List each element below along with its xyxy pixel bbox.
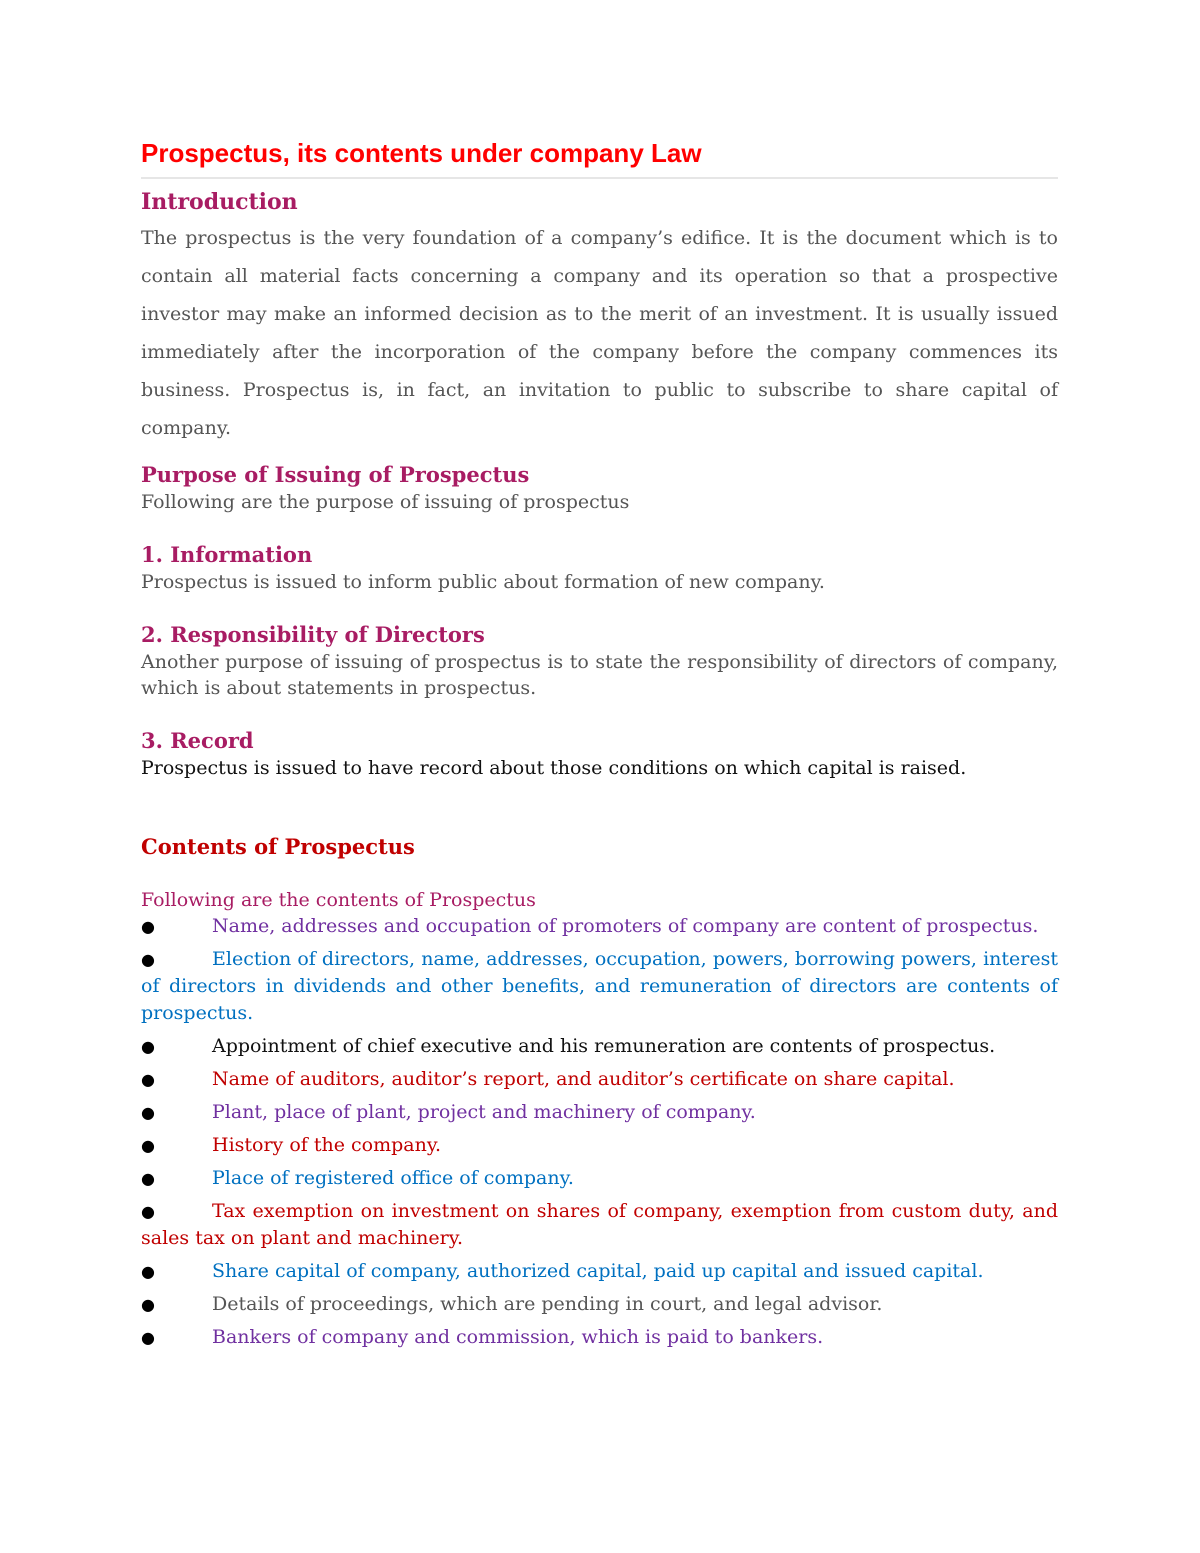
contents-list (141, 913, 1058, 1351)
document-title: Prospectus, its contents under company Law (141, 138, 1058, 179)
list-item (141, 913, 1058, 940)
list-item-text: Appointment of chief executive and his remuneration are contents of prospectus. (212, 1035, 996, 1057)
introduction-heading: Introduction (141, 189, 298, 215)
list-item-text: History of the company. (212, 1134, 442, 1156)
list-item (141, 1324, 1058, 1351)
list-item-text: Tax exemption on investment on shares of company, exemption from custom duty, and sales tax on plant and machinery. (141, 1200, 1058, 1249)
purpose-item-text: Prospectus is issued to inform public about formation of new company. (141, 571, 825, 593)
document-page (141, 138, 1058, 1357)
list-item-text: Place of registered office of company. (212, 1167, 574, 1189)
bullet-icon: ● (141, 950, 155, 969)
list-item (141, 1066, 1058, 1093)
bullet-icon: ● (141, 1262, 155, 1281)
bullet-icon: ● (141, 1328, 155, 1347)
purpose-item-text: Another purpose of issuing of prospectus is to state the responsibility of directors of company, which is about statements in prospectus. (141, 651, 1058, 699)
bullet-icon: ● (141, 917, 155, 936)
purpose-item-heading: 1. Information (141, 542, 313, 567)
contents-heading: Contents of Prospectus (141, 834, 415, 859)
list-item (141, 946, 1058, 1027)
bullet-icon: ● (141, 1295, 155, 1314)
purpose-item-text: Prospectus is issued to have record about those conditions on which capital is raised. (141, 757, 967, 779)
purpose-item-record (141, 727, 1058, 781)
list-item (141, 1165, 1058, 1192)
list-item (141, 1033, 1058, 1060)
list-item (141, 1198, 1058, 1252)
list-item (141, 1258, 1058, 1285)
bullet-icon: ● (141, 1070, 155, 1089)
list-item (141, 1132, 1058, 1159)
list-item (141, 1099, 1058, 1126)
bullet-icon: ● (141, 1169, 155, 1188)
purpose-item-information (141, 541, 1058, 595)
list-item-text: Bankers of company and commission, which is paid to bankers. (212, 1326, 824, 1348)
purpose-item-heading: 3. Record (141, 728, 254, 753)
bullet-icon: ● (141, 1202, 155, 1221)
purpose-text: Following are the purpose of issuing of prospectus (141, 491, 630, 513)
purpose-item-responsibility (141, 621, 1058, 701)
list-item-text: Share capital of company, authorized capital, paid up capital and issued capital. (212, 1260, 984, 1282)
bullet-icon: ● (141, 1037, 155, 1056)
contents-intro: Following are the contents of Prospectus (141, 889, 536, 911)
purpose-heading: Purpose of Issuing of Prospectus (141, 462, 530, 487)
bullet-icon: ● (141, 1103, 155, 1122)
list-item-text: Name, addresses and occupation of promoters of company are content of prospectus. (212, 915, 1039, 937)
list-item-text: Election of directors, name, addresses, occupation, powers, borrowing powers, interest of directors in dividends and other benefits, and remuneration of directors are contents of prospectus. (141, 948, 1058, 1024)
purpose-item-heading: 2. Responsibility of Directors (141, 622, 485, 647)
list-item (141, 1291, 1058, 1318)
list-item-text: Details of proceedings, which are pending in court, and legal advisor. (212, 1293, 883, 1315)
bullet-icon: ● (141, 1136, 155, 1155)
list-item-text: Name of auditors, auditor’s report, and auditor’s certificate on share capital. (212, 1068, 955, 1090)
list-item-text: Plant, place of plant, project and machinery of company. (212, 1101, 756, 1123)
introduction-text: The prospectus is the very foundation of a company’s edifice. It is the document which is to contain all material facts concerning a company and its operation so that a prospective investor may make an informed decision as to the merit of an investment. It is usually issued immediately after the incorporation of the company before the company commences its business. Prospectus is, in fact, an invitation to public to subscribe to share capital of company. (141, 227, 1058, 439)
